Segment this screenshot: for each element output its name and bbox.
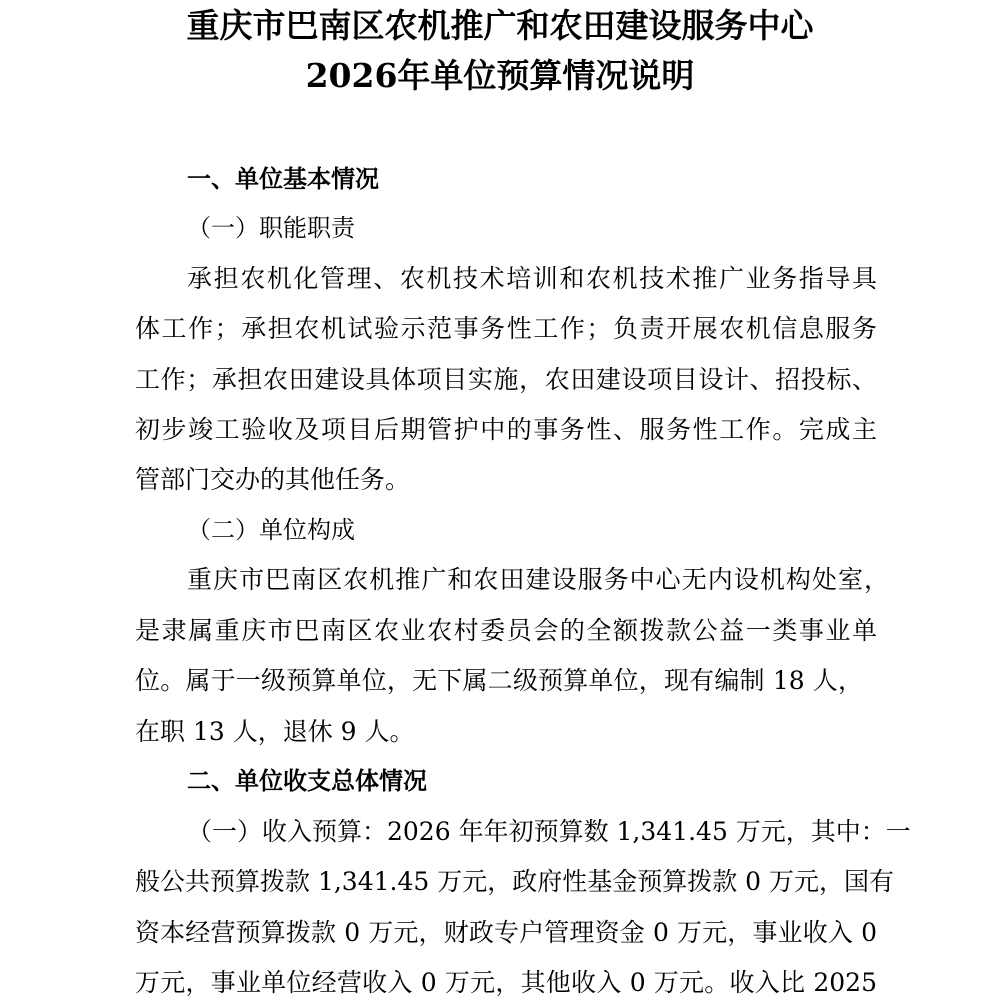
paragraph-line: 管部门交办的其他任务。 <box>135 465 411 494</box>
subsection-2-heading: （二）单位构成 <box>187 516 355 544</box>
paragraph-line: 般公共预算拨款 1,341.45 万元，政府性基金预算拨款 0 万元，国有 <box>135 867 895 896</box>
subsection-1-heading: （一）职能职责 <box>187 214 355 242</box>
document-title-line-1: 重庆市巴南区农机推广和农田建设服务中心 <box>186 6 814 45</box>
paragraph-line: 是隶属重庆市巴南区农业农村委员会的全额拨款公益一类事业单 <box>135 616 877 645</box>
section-1-heading: 一、单位基本情况 <box>187 165 379 193</box>
paragraph-line: 工作；承担农田建设具体项目实施，农田建设项目设计、招投标、 <box>135 365 877 394</box>
paragraph-line: 在职 13 人，退休 9 人。 <box>135 717 415 746</box>
section-2-heading: 二、单位收支总体情况 <box>187 767 427 795</box>
paragraph-line: （一）收入预算：2026 年年初预算数 1,341.45 万元，其中：一 <box>187 817 911 846</box>
paragraph-line: 承担农机化管理、农机技术培训和农机技术推广业务指导具 <box>187 264 877 293</box>
paragraph-line: 万元，事业单位经营收入 0 万元，其他收入 0 万元。收入比 2025 <box>135 968 877 997</box>
paragraph-line: 体工作；承担农机试验示范事务性工作；负责开展农机信息服务 <box>135 314 877 343</box>
paragraph-line: 初步竣工验收及项目后期管护中的事务性、服务性工作。完成主 <box>135 415 877 444</box>
paragraph-line: 资本经营预算拨款 0 万元，财政专户管理资金 0 万元，事业收入 0 <box>135 918 877 947</box>
paragraph-line: 重庆市巴南区农机推广和农田建设服务中心无内设机构处室， <box>187 565 889 594</box>
paragraph-line: 位。属于一级预算单位，无下属二级预算单位，现有编制 18 人， <box>135 666 863 695</box>
document-title-line-2: 2026年单位预算情况说明 <box>305 56 695 95</box>
